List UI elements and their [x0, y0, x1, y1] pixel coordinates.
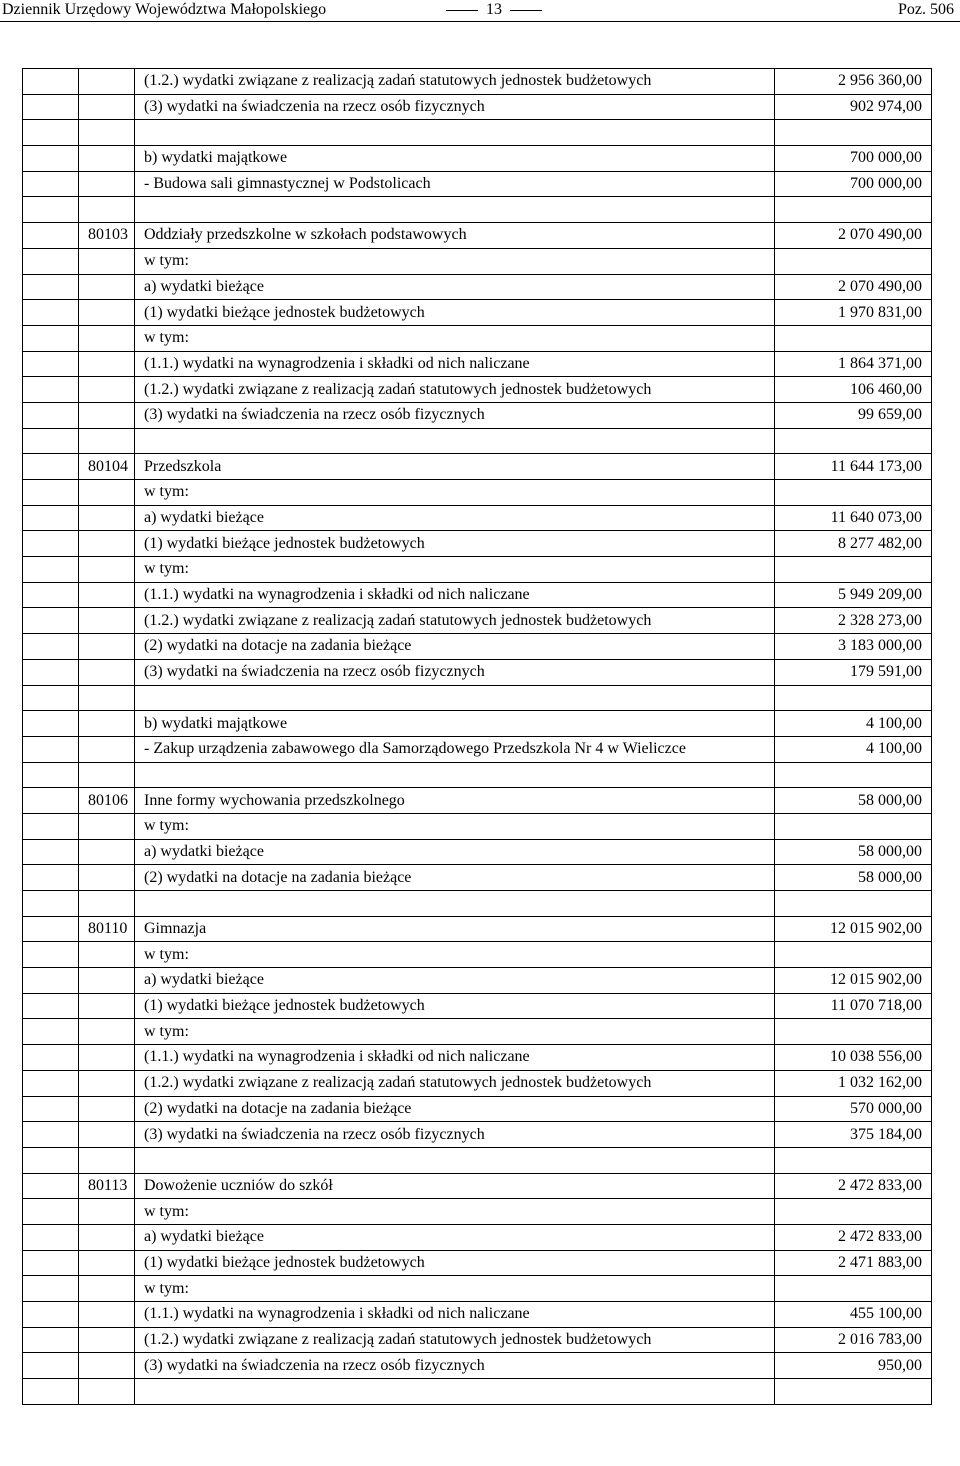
amount-cell: 11 640 073,00 — [775, 505, 932, 531]
description-cell — [135, 891, 775, 917]
description-cell: (1.2.) wydatki związane z realizacją zadań statutowych jednostek budżetowych — [135, 608, 775, 634]
table-row — [23, 1019, 932, 1045]
chapter-code-cell — [79, 1070, 135, 1096]
chapter-code-cell — [79, 685, 135, 711]
table-row — [23, 582, 932, 608]
amount-cell: 11 070 718,00 — [775, 993, 932, 1019]
description-cell: Dowożenie uczniów do szkół — [135, 1173, 775, 1199]
chapter-code-cell: 80104 — [79, 454, 135, 480]
table-row — [23, 813, 932, 839]
chapter-code-cell — [79, 1019, 135, 1045]
amount-cell — [775, 325, 932, 351]
chapter-code-cell — [79, 274, 135, 300]
chapter-code-cell — [79, 865, 135, 891]
blank-cell — [23, 120, 79, 146]
table-row — [23, 839, 932, 865]
description-cell: (3) wydatki na świadczenia na rzecz osób fizycznych — [135, 1122, 775, 1148]
table-row — [23, 865, 932, 891]
amount-cell — [775, 557, 932, 583]
chapter-code-cell — [79, 531, 135, 557]
blank-cell — [23, 993, 79, 1019]
table-row — [23, 891, 932, 917]
blank-cell — [23, 1327, 79, 1353]
amount-cell: 4 100,00 — [775, 711, 932, 737]
blank-cell — [23, 300, 79, 326]
table-row — [23, 480, 932, 506]
table-row — [23, 685, 932, 711]
chapter-code-cell — [79, 891, 135, 917]
chapter-code-cell — [79, 197, 135, 223]
chapter-code-cell — [79, 377, 135, 403]
chapter-code-cell — [79, 993, 135, 1019]
table-row — [23, 428, 932, 454]
chapter-code-cell — [79, 968, 135, 994]
blank-cell — [23, 402, 79, 428]
blank-cell — [23, 248, 79, 274]
chapter-code-cell — [79, 480, 135, 506]
table-row — [23, 788, 932, 814]
description-cell: (3) wydatki na świadczenia na rzecz osób fizycznych — [135, 659, 775, 685]
table-row — [23, 120, 932, 146]
blank-cell — [23, 762, 79, 788]
description-cell: (3) wydatki na świadczenia na rzecz osób fizycznych — [135, 94, 775, 120]
table-row — [23, 300, 932, 326]
chapter-code-cell — [79, 146, 135, 172]
chapter-code-cell — [79, 659, 135, 685]
description-cell: (1.2.) wydatki związane z realizacją zadań statutowych jednostek budżetowych — [135, 377, 775, 403]
blank-cell — [23, 788, 79, 814]
amount-cell — [775, 1147, 932, 1173]
amount-cell: 2 472 833,00 — [775, 1224, 932, 1250]
blank-cell — [23, 454, 79, 480]
amount-cell: 2 070 490,00 — [775, 274, 932, 300]
table-row — [23, 1353, 932, 1379]
blank-cell — [23, 351, 79, 377]
amount-cell: 700 000,00 — [775, 146, 932, 172]
table-row — [23, 1122, 932, 1148]
description-cell: (1) wydatki bieżące jednostek budżetowych — [135, 531, 775, 557]
description-cell — [135, 197, 775, 223]
dash-right — [510, 10, 542, 11]
blank-cell — [23, 531, 79, 557]
chapter-code-cell — [79, 300, 135, 326]
amount-cell — [775, 120, 932, 146]
blank-cell — [23, 634, 79, 660]
description-cell: (1.1.) wydatki na wynagrodzenia i składki od nich naliczane — [135, 1302, 775, 1328]
chapter-code-cell — [79, 557, 135, 583]
blank-cell — [23, 505, 79, 531]
table-row — [23, 1147, 932, 1173]
blank-cell — [23, 1276, 79, 1302]
table-row — [23, 916, 932, 942]
amount-cell: 1 864 371,00 — [775, 351, 932, 377]
description-cell: (1) wydatki bieżące jednostek budżetowych — [135, 1250, 775, 1276]
table-row — [23, 1070, 932, 1096]
amount-cell: 179 591,00 — [775, 659, 932, 685]
chapter-code-cell — [79, 762, 135, 788]
blank-cell — [23, 1019, 79, 1045]
chapter-code-cell — [79, 1327, 135, 1353]
blank-cell — [23, 865, 79, 891]
amount-cell: 3 183 000,00 — [775, 634, 932, 660]
table-row — [23, 377, 932, 403]
budget-table — [22, 68, 932, 1405]
amount-cell: 2 070 490,00 — [775, 223, 932, 249]
description-cell: (3) wydatki na świadczenia na rzecz osób fizycznych — [135, 1353, 775, 1379]
description-cell: (1) wydatki bieżące jednostek budżetowych — [135, 300, 775, 326]
chapter-code-cell — [79, 505, 135, 531]
description-cell: w tym: — [135, 480, 775, 506]
description-cell: b) wydatki majątkowe — [135, 711, 775, 737]
chapter-code-cell — [79, 942, 135, 968]
table-row — [23, 1250, 932, 1276]
amount-cell: 700 000,00 — [775, 171, 932, 197]
description-cell: a) wydatki bieżące — [135, 1224, 775, 1250]
description-cell: a) wydatki bieżące — [135, 505, 775, 531]
blank-cell — [23, 968, 79, 994]
table-row — [23, 557, 932, 583]
description-cell — [135, 1379, 775, 1405]
blank-cell — [23, 69, 79, 95]
description-cell: (1.2.) wydatki związane z realizacją zadań statutowych jednostek budżetowych — [135, 1327, 775, 1353]
table-row — [23, 505, 932, 531]
table-row — [23, 197, 932, 223]
amount-cell: 4 100,00 — [775, 736, 932, 762]
table-row — [23, 351, 932, 377]
description-cell: Gimnazja — [135, 916, 775, 942]
chapter-code-cell — [79, 402, 135, 428]
amount-cell — [775, 1019, 932, 1045]
amount-cell: 2 956 360,00 — [775, 69, 932, 95]
amount-cell: 10 038 556,00 — [775, 1045, 932, 1071]
blank-cell — [23, 325, 79, 351]
description-cell: w tym: — [135, 1019, 775, 1045]
description-cell: w tym: — [135, 325, 775, 351]
blank-cell — [23, 1122, 79, 1148]
chapter-code-cell — [79, 839, 135, 865]
blank-cell — [23, 1302, 79, 1328]
blank-cell — [23, 608, 79, 634]
description-cell: (2) wydatki na dotacje na zadania bieżące — [135, 1096, 775, 1122]
amount-cell: 58 000,00 — [775, 839, 932, 865]
table-row — [23, 1096, 932, 1122]
chapter-code-cell — [79, 120, 135, 146]
amount-cell: 2 472 833,00 — [775, 1173, 932, 1199]
table-row — [23, 94, 932, 120]
amount-cell — [775, 197, 932, 223]
table-row — [23, 711, 932, 737]
blank-cell — [23, 659, 79, 685]
table-row — [23, 274, 932, 300]
table-row — [23, 1224, 932, 1250]
description-cell — [135, 685, 775, 711]
chapter-code-cell — [79, 69, 135, 95]
amount-cell: 1 032 162,00 — [775, 1070, 932, 1096]
table-row — [23, 1379, 932, 1405]
description-cell: (2) wydatki na dotacje na zadania bieżące — [135, 634, 775, 660]
description-cell: w tym: — [135, 942, 775, 968]
amount-cell — [775, 248, 932, 274]
chapter-code-cell — [79, 711, 135, 737]
table-row — [23, 608, 932, 634]
amount-cell: 58 000,00 — [775, 865, 932, 891]
page-header — [0, 0, 960, 22]
chapter-code-cell — [79, 736, 135, 762]
blank-cell — [23, 480, 79, 506]
description-cell — [135, 428, 775, 454]
amount-cell — [775, 428, 932, 454]
table-row — [23, 325, 932, 351]
description-cell — [135, 120, 775, 146]
description-cell: (1.2.) wydatki związane z realizacją zadań statutowych jednostek budżetowych — [135, 1070, 775, 1096]
amount-cell — [775, 685, 932, 711]
amount-cell: 12 015 902,00 — [775, 968, 932, 994]
amount-cell — [775, 762, 932, 788]
blank-cell — [23, 223, 79, 249]
table-row — [23, 968, 932, 994]
description-cell: (1.1.) wydatki na wynagrodzenia i składki od nich naliczane — [135, 351, 775, 377]
description-cell: w tym: — [135, 1199, 775, 1225]
blank-cell — [23, 916, 79, 942]
amount-cell: 58 000,00 — [775, 788, 932, 814]
blank-cell — [23, 1353, 79, 1379]
budget-table-body — [23, 69, 932, 1405]
description-cell: Oddziały przedszkolne w szkołach podstawowych — [135, 223, 775, 249]
blank-cell — [23, 839, 79, 865]
journal-title: Dziennik Urzędowy Województwa Małopolskiego — [2, 1, 327, 18]
page-number-text: 13 — [486, 1, 502, 18]
page-number — [438, 0, 550, 20]
blank-cell — [23, 685, 79, 711]
amount-cell: 375 184,00 — [775, 1122, 932, 1148]
blank-cell — [23, 1250, 79, 1276]
description-cell: (1.1.) wydatki na wynagrodzenia i składki od nich naliczane — [135, 582, 775, 608]
chapter-code-cell — [79, 1276, 135, 1302]
chapter-code-cell: 80110 — [79, 916, 135, 942]
chapter-code-cell — [79, 351, 135, 377]
chapter-code-cell — [79, 171, 135, 197]
amount-cell — [775, 480, 932, 506]
chapter-code-cell — [79, 1045, 135, 1071]
chapter-code-cell — [79, 1379, 135, 1405]
table-row — [23, 402, 932, 428]
header-rule — [0, 21, 960, 22]
chapter-code-cell — [79, 1147, 135, 1173]
blank-cell — [23, 146, 79, 172]
chapter-code-cell — [79, 1224, 135, 1250]
blank-cell — [23, 736, 79, 762]
blank-cell — [23, 557, 79, 583]
description-cell — [135, 762, 775, 788]
description-cell: a) wydatki bieżące — [135, 274, 775, 300]
amount-cell: 5 949 209,00 — [775, 582, 932, 608]
table-row — [23, 531, 932, 557]
chapter-code-cell — [79, 1250, 135, 1276]
description-cell: Przedszkola — [135, 454, 775, 480]
description-cell: w tym: — [135, 813, 775, 839]
table-row — [23, 69, 932, 95]
table-row — [23, 736, 932, 762]
amount-cell: 106 460,00 — [775, 377, 932, 403]
blank-cell — [23, 428, 79, 454]
description-cell: (3) wydatki na świadczenia na rzecz osób fizycznych — [135, 402, 775, 428]
chapter-code-cell — [79, 325, 135, 351]
chapter-code-cell — [79, 634, 135, 660]
description-cell — [135, 1147, 775, 1173]
table-row — [23, 146, 932, 172]
chapter-code-cell — [79, 1122, 135, 1148]
chapter-code-cell — [79, 608, 135, 634]
amount-cell — [775, 813, 932, 839]
table-row — [23, 634, 932, 660]
table-row — [23, 659, 932, 685]
position-label: Poz. 506 — [898, 1, 954, 18]
amount-cell: 902 974,00 — [775, 94, 932, 120]
table-row — [23, 1199, 932, 1225]
amount-cell: 12 015 902,00 — [775, 916, 932, 942]
blank-cell — [23, 1224, 79, 1250]
table-row — [23, 1276, 932, 1302]
table-row — [23, 1045, 932, 1071]
amount-cell — [775, 891, 932, 917]
description-cell: (2) wydatki na dotacje na zadania bieżące — [135, 865, 775, 891]
amount-cell: 11 644 173,00 — [775, 454, 932, 480]
description-cell: - Zakup urządzenia zabawowego dla Samorządowego Przedszkola Nr 4 w Wieliczce — [135, 736, 775, 762]
blank-cell — [23, 1199, 79, 1225]
dash-left — [446, 10, 478, 11]
table-row — [23, 248, 932, 274]
chapter-code-cell — [79, 428, 135, 454]
description-cell: - Budowa sali gimnastycznej w Podstolicach — [135, 171, 775, 197]
blank-cell — [23, 891, 79, 917]
table-row — [23, 454, 932, 480]
table-row — [23, 1302, 932, 1328]
blank-cell — [23, 711, 79, 737]
amount-cell — [775, 942, 932, 968]
table-row — [23, 942, 932, 968]
chapter-code-cell: 80113 — [79, 1173, 135, 1199]
chapter-code-cell — [79, 1096, 135, 1122]
table-row — [23, 1173, 932, 1199]
chapter-code-cell: 80106 — [79, 788, 135, 814]
blank-cell — [23, 1070, 79, 1096]
blank-cell — [23, 1045, 79, 1071]
amount-cell: 1 970 831,00 — [775, 300, 932, 326]
blank-cell — [23, 942, 79, 968]
chapter-code-cell — [79, 582, 135, 608]
blank-cell — [23, 377, 79, 403]
table-row — [23, 171, 932, 197]
table-row — [23, 1327, 932, 1353]
table-row — [23, 223, 932, 249]
blank-cell — [23, 1379, 79, 1405]
blank-cell — [23, 1173, 79, 1199]
blank-cell — [23, 582, 79, 608]
blank-cell — [23, 274, 79, 300]
chapter-code-cell — [79, 1353, 135, 1379]
chapter-code-cell — [79, 94, 135, 120]
chapter-code-cell — [79, 1302, 135, 1328]
description-cell: (1.2.) wydatki związane z realizacją zadań statutowych jednostek budżetowych — [135, 69, 775, 95]
amount-cell — [775, 1276, 932, 1302]
blank-cell — [23, 171, 79, 197]
blank-cell — [23, 1147, 79, 1173]
amount-cell — [775, 1199, 932, 1225]
description-cell: w tym: — [135, 1276, 775, 1302]
amount-cell: 2 471 883,00 — [775, 1250, 932, 1276]
blank-cell — [23, 197, 79, 223]
description-cell: (1) wydatki bieżące jednostek budżetowych — [135, 993, 775, 1019]
blank-cell — [23, 94, 79, 120]
chapter-code-cell: 80103 — [79, 223, 135, 249]
blank-cell — [23, 1096, 79, 1122]
amount-cell — [775, 1379, 932, 1405]
amount-cell: 99 659,00 — [775, 402, 932, 428]
amount-cell: 2 328 273,00 — [775, 608, 932, 634]
description-cell: w tym: — [135, 557, 775, 583]
description-cell: Inne formy wychowania przedszkolnego — [135, 788, 775, 814]
description-cell: a) wydatki bieżące — [135, 968, 775, 994]
amount-cell: 950,00 — [775, 1353, 932, 1379]
blank-cell — [23, 813, 79, 839]
description-cell: w tym: — [135, 248, 775, 274]
chapter-code-cell — [79, 1199, 135, 1225]
description-cell: b) wydatki majątkowe — [135, 146, 775, 172]
amount-cell: 8 277 482,00 — [775, 531, 932, 557]
amount-cell: 570 000,00 — [775, 1096, 932, 1122]
description-cell: a) wydatki bieżące — [135, 839, 775, 865]
table-row — [23, 993, 932, 1019]
amount-cell: 2 016 783,00 — [775, 1327, 932, 1353]
table-row — [23, 762, 932, 788]
amount-cell: 455 100,00 — [775, 1302, 932, 1328]
chapter-code-cell — [79, 813, 135, 839]
chapter-code-cell — [79, 248, 135, 274]
description-cell: (1.1.) wydatki na wynagrodzenia i składki od nich naliczane — [135, 1045, 775, 1071]
